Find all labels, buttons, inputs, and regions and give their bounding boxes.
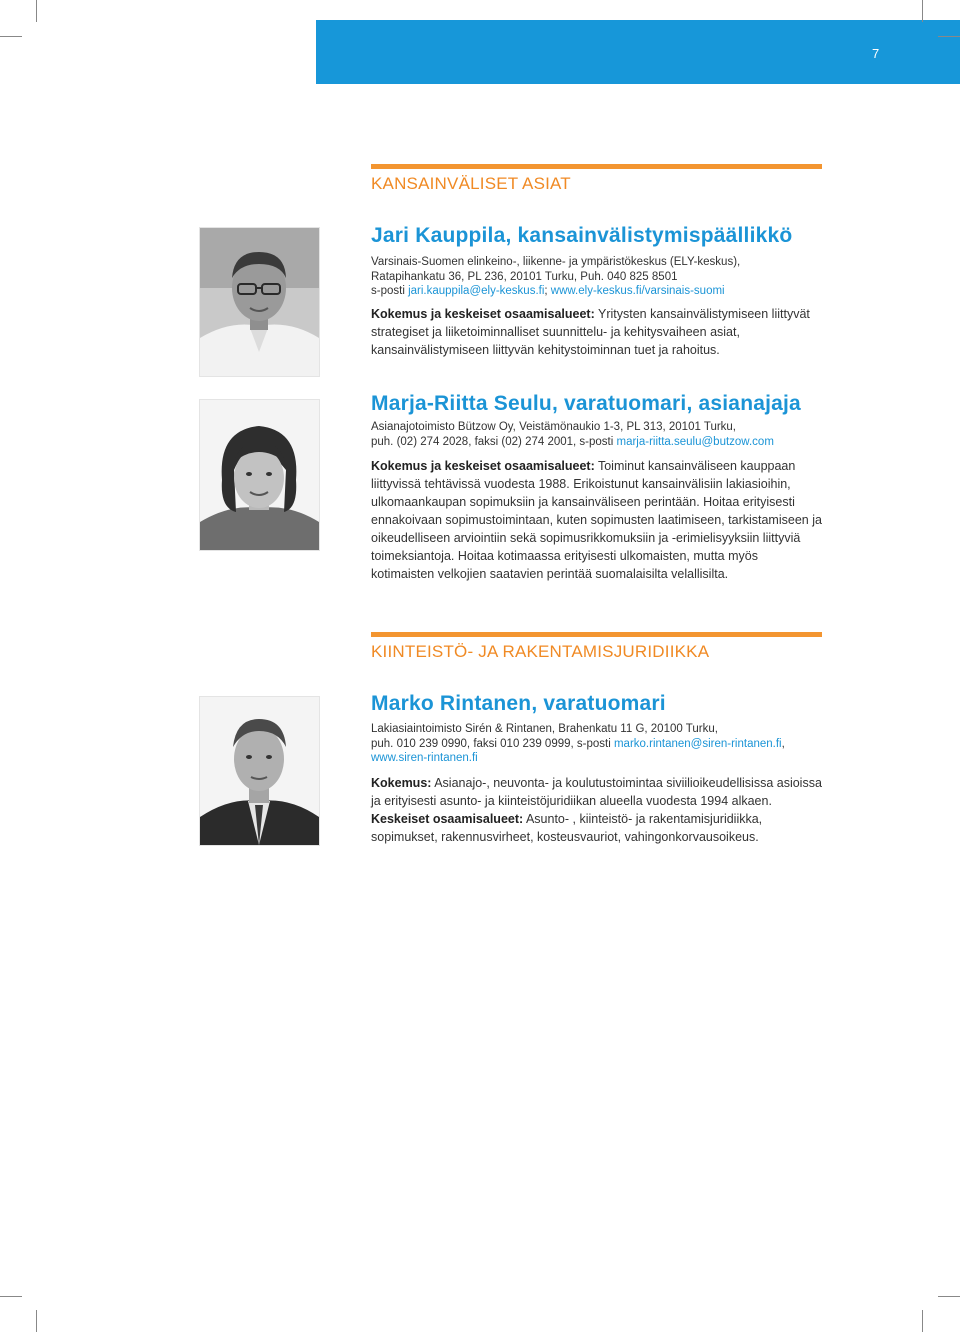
person-photo xyxy=(199,399,320,551)
experience-label: Kokemus: xyxy=(371,776,432,790)
contact-line xyxy=(371,435,831,450)
section-divider xyxy=(371,632,822,637)
portrait-woman-icon xyxy=(200,400,319,550)
person-photo xyxy=(199,696,320,846)
description-text: Toiminut kansainväliseen kauppaan liittyvissä tehtävissä vuodesta 1988. Erikoistunut kansainvälisiin lakiasioihin, ulkomaankaupan sopimuksiin ja kansainväliseen perintään. Hoitaa erityisesti ennakoivaan sopimustoimintaan, kuten sopimusten laatimiseen, tarkistamiseen ja oikeudelliseen arviointiin sekä sopimusrikkomuksiin ja -erimielisyyksiin liittyviä toimeksiantoja. Hoitaa kotimaassa erityisesti ulkomaisten, mutta myös kotimaisten velkojien saatavien perintää suomalaisilta velallisilta. xyxy=(371,459,822,581)
crop-mark xyxy=(922,1310,923,1332)
phone-email-prefix: puh. 010 239 0990, faksi 010 239 0999, s-posti xyxy=(371,737,614,750)
address-line: Ratapihankatu 36, PL 236, 20101 Turku, Puh. 040 825 8501 xyxy=(371,270,678,283)
section-title: KANSAINVÄLISET ASIAT xyxy=(371,174,571,193)
org-line: Lakiasiaintoimisto Sirén & Rintanen, Brahenkatu 11 G, 20100 Turku, xyxy=(371,723,718,735)
crop-mark xyxy=(36,1310,37,1332)
org-line: Asianajotoimisto Bützow Oy, Veistämönaukio 1-3, PL 313, 20101 Turku, xyxy=(371,421,737,433)
section-divider xyxy=(371,164,822,169)
section-title: KIINTEISTÖ- JA RAKENTAMISJURIDIIKKA xyxy=(371,642,710,661)
contact-line xyxy=(371,284,831,299)
person-name: Marja-Riitta Seulu, varatuomari, asianajaja xyxy=(371,392,801,415)
experience-text: Asianajo-, neuvonta- ja koulutustoimintaa siviilioikeudellisissa asioissa ja erityisesti asunto- ja kiinteistöjuridiikan alueella vuodesta 1994 alkaen. xyxy=(371,776,822,808)
phone-email-prefix: puh. (02) 274 2028, faksi (02) 274 2001, s-posti xyxy=(371,435,617,448)
person-description xyxy=(371,457,823,583)
email-link[interactable]: jari.kauppila@ely-keskus.fi xyxy=(408,285,545,297)
email-link[interactable]: marja-riitta.seulu@butzow.com xyxy=(616,435,774,448)
person-name: Marko Rintanen, varatuomari xyxy=(371,692,666,715)
person-name: Jari Kauppila, kansainvälistymispäällikkö xyxy=(371,224,793,247)
expertise-text: Asunto- , kiinteistö- ja rakentamisjuridiikka, sopimukset, rakennusvirheet, kosteusvauriot, vahingonkorvausoikeus. xyxy=(371,812,763,844)
separator: ; xyxy=(544,285,551,297)
description-text: Yritysten kansainvälistymiseen liittyvät strategiset ja liiketoiminnalliset suunnittelu- ja kehitysvaiheen asiat, kansainvälistymiseen liittyvän kehitystoiminnan tuet ja rahoitus. xyxy=(371,307,810,357)
crop-mark xyxy=(922,0,923,22)
crop-mark xyxy=(0,36,22,37)
crop-mark xyxy=(938,36,960,37)
website-link[interactable]: www.ely-keskus.fi/varsinais-suomi xyxy=(550,285,725,297)
contact-info xyxy=(371,722,831,766)
org-line: Varsinais-Suomen elinkeino-, liikenne- ja ympäristökeskus (ELY-keskus), xyxy=(371,256,741,268)
header-banner xyxy=(316,20,960,84)
email-prefix: s-posti xyxy=(371,285,409,297)
web-line xyxy=(371,751,831,766)
person-description xyxy=(371,774,823,846)
contact-info xyxy=(371,420,831,449)
email-link[interactable]: marko.rintanen@siren-rintanen.fi xyxy=(613,737,782,750)
contact-info xyxy=(371,255,831,299)
email-suffix: , xyxy=(781,737,785,750)
crop-mark xyxy=(36,0,37,22)
description-label: Kokemus ja keskeiset osaamisalueet: xyxy=(371,307,595,321)
contact-line xyxy=(371,737,831,752)
crop-mark xyxy=(938,1296,960,1297)
expertise-label: Keskeiset osaamisalueet: xyxy=(371,812,524,826)
crop-mark xyxy=(0,1296,22,1297)
portrait-man-glasses-icon xyxy=(200,228,319,376)
person-photo xyxy=(199,227,320,377)
description-label: Kokemus ja keskeiset osaamisalueet: xyxy=(371,459,595,473)
person-description xyxy=(371,305,823,359)
website-link[interactable]: www.siren-rintanen.fi xyxy=(371,752,478,764)
page-number: 7 xyxy=(872,46,880,61)
portrait-man-suit-icon xyxy=(200,697,319,845)
